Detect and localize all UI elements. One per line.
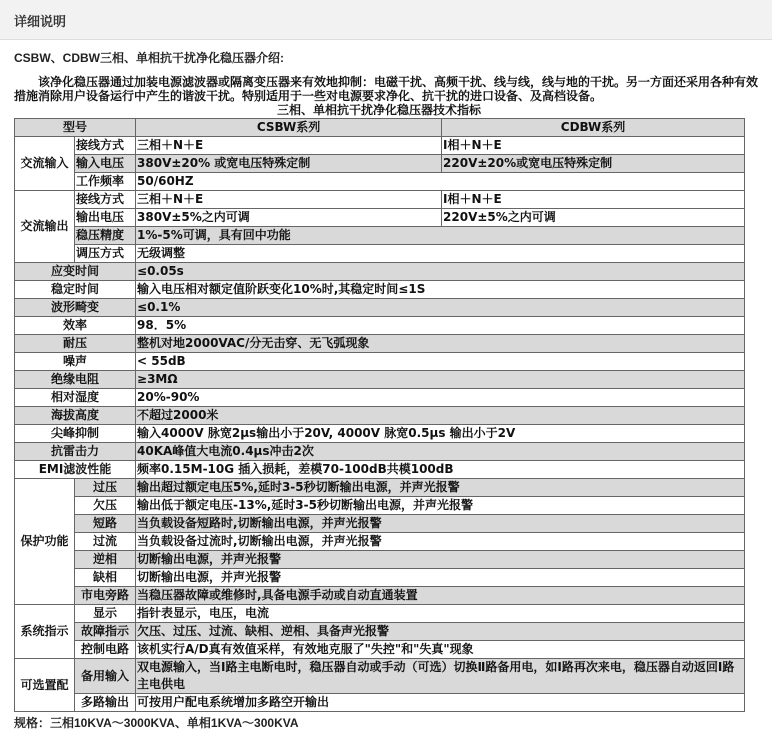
row-label: 接线方式 xyxy=(75,137,136,155)
row-value: 98．5% xyxy=(136,317,745,335)
row-value: 当负载设备短路时,切断输出电源，并声光报警 xyxy=(136,515,745,533)
row-value: ≥3MΩ xyxy=(136,371,745,389)
row-label: 市电旁路 xyxy=(75,587,136,605)
row-value: 指针表显示，电压，电流 xyxy=(136,605,745,623)
row-value: 切断输出电源，并声光报警 xyxy=(136,569,745,587)
cell-csbw: 380V±20% 或宽电压特殊定制 xyxy=(136,155,442,173)
table-row xyxy=(15,155,745,173)
row-value: 切断输出电源，并声光报警 xyxy=(136,551,745,569)
table-row xyxy=(15,389,745,407)
row-label: 尖峰抑制 xyxy=(15,425,136,443)
row-label: 短路 xyxy=(75,515,136,533)
table-row xyxy=(15,605,745,623)
row-label: 调压方式 xyxy=(75,245,136,263)
table-row xyxy=(15,263,745,281)
row-label: 耐压 xyxy=(15,335,136,353)
table-header-row xyxy=(15,119,745,137)
table-row xyxy=(15,461,745,479)
spec-range-footer: 规格：三相10KVA～3000KVA、单相1KVA～300KVA xyxy=(14,716,299,730)
row-label: 过压 xyxy=(75,479,136,497)
cell-csbw: 三相＋N＋E xyxy=(136,137,442,155)
col-model: 型号 xyxy=(15,119,136,137)
row-value: 当稳压器故障或维修时,具备电源手动或自动直通装置 xyxy=(136,587,745,605)
table-title: 三相、单相抗干扰净化稳压器技术指标 xyxy=(276,103,481,117)
table-row xyxy=(15,425,745,443)
table-row xyxy=(15,335,745,353)
table-row xyxy=(15,173,745,191)
row-value: 不超过2000米 xyxy=(136,407,745,425)
row-value: 40KA峰值大电流0.4μs冲击2次 xyxy=(136,443,745,461)
table-row xyxy=(15,317,745,335)
row-value: ≤0.05s xyxy=(136,263,745,281)
table-row xyxy=(15,551,745,569)
row-value: 输入4000V 脉宽2μs输出小于20V, 4000V 脉宽0.5μs 输出小于2V xyxy=(136,425,745,443)
row-value: 可按用户配电系统增加多路空开输出 xyxy=(136,694,745,712)
table-row xyxy=(15,299,745,317)
col-cdbw: CDBW系列 xyxy=(442,119,745,137)
row-label: 备用输入 xyxy=(75,659,136,694)
row-label: 效率 xyxy=(15,317,136,335)
table-row xyxy=(15,245,745,263)
section-header xyxy=(0,0,772,40)
row-value: 双电源输入，当Ⅰ路主电断电时，稳压器自动或手动（可选）切换Ⅱ路备用电，如Ⅰ路再次来电，稳压器自动返回Ⅰ路主电供电 xyxy=(136,659,745,694)
group-ac-output: 交流输出 xyxy=(15,191,75,263)
spec-table xyxy=(14,118,745,712)
intro-paragraph: 该净化稳压器通过加装电源滤波器或隔离变压器来有效地抑制：电磁干扰、高频干扰、线与线，线与地的干扰。另一方面还采用各种有效措施消除用户设备运行中产生的谐波干扰。特别适用于一些对电源要求净化、抗干扰的进口设备、及高档设备。 xyxy=(14,75,759,103)
cell-csbw: 380V±5%之内可调 xyxy=(136,209,442,227)
table-row xyxy=(15,533,745,551)
table-row xyxy=(15,623,745,641)
table-row xyxy=(15,407,745,425)
table-row xyxy=(15,587,745,605)
cell-cdbw: 220V±20%或宽电压特殊定制 xyxy=(442,155,745,173)
row-label: 欠压 xyxy=(75,497,136,515)
row-value: 50/60HZ xyxy=(136,173,745,191)
row-label: 稳定时间 xyxy=(15,281,136,299)
cell-cdbw: I相＋N＋E xyxy=(442,191,745,209)
row-value: 整机对地2000VAC/分无击穿、无飞弧现象 xyxy=(136,335,745,353)
group-optional: 可选置配 xyxy=(15,659,75,712)
table-row xyxy=(15,191,745,209)
row-label: 工作频率 xyxy=(75,173,136,191)
row-label: 输入电压 xyxy=(75,155,136,173)
row-label: 控制电路 xyxy=(75,641,136,659)
intro-title: CSBW、CDBW三相、单相抗干扰净化稳压器介绍: xyxy=(14,51,284,65)
row-value: 欠压、过压、过流、缺相、逆相、具备声光报警 xyxy=(136,623,745,641)
table-row xyxy=(15,515,745,533)
cell-cdbw: 220V±5%之内可调 xyxy=(442,209,745,227)
row-label: 抗雷击力 xyxy=(15,443,136,461)
row-value: 输出超过额定电压5%,延时3-5秒切断输出电源，并声光报警 xyxy=(136,479,745,497)
row-value: 该机实行A/D真有效值采样，有效地克服了"失控"和"失真"现象 xyxy=(136,641,745,659)
table-row xyxy=(15,443,745,461)
row-value: 1%-5%可调，具有回中功能 xyxy=(136,227,745,245)
row-label: 噪声 xyxy=(15,353,136,371)
table-row xyxy=(15,227,745,245)
row-value: 输入电压相对额定值阶跃变化10%时,其稳定时间≤1S xyxy=(136,281,745,299)
row-value: 无级调整 xyxy=(136,245,745,263)
row-label: 输出电压 xyxy=(75,209,136,227)
table-row xyxy=(15,641,745,659)
group-system: 系统指示 xyxy=(15,605,75,659)
section-title: 详细说明 xyxy=(14,14,67,29)
row-label: 接线方式 xyxy=(75,191,136,209)
cell-csbw: 三相＋N＋E xyxy=(136,191,442,209)
table-row xyxy=(15,281,745,299)
row-label: 过流 xyxy=(75,533,136,551)
row-label: 相对湿度 xyxy=(15,389,136,407)
row-value: 输出低于额定电压-13%,延时3-5秒切断输出电源，并声光报警 xyxy=(136,497,745,515)
row-label: 应变时间 xyxy=(15,263,136,281)
row-label: 逆相 xyxy=(75,551,136,569)
row-label: 缺相 xyxy=(75,569,136,587)
table-row xyxy=(15,209,745,227)
row-label: 多路输出 xyxy=(75,694,136,712)
table-row xyxy=(15,569,745,587)
row-label: 故障指示 xyxy=(75,623,136,641)
table-row xyxy=(15,371,745,389)
group-protection: 保护功能 xyxy=(15,479,75,605)
row-value: 当负载设备过流时,切断输出电源，并声光报警 xyxy=(136,533,745,551)
row-label: 绝缘电阻 xyxy=(15,371,136,389)
table-row xyxy=(15,137,745,155)
row-value: < 55dB xyxy=(136,353,745,371)
row-label: 稳压精度 xyxy=(75,227,136,245)
cell-cdbw: I相＋N＋E xyxy=(442,137,745,155)
col-csbw: CSBW系列 xyxy=(136,119,442,137)
table-row xyxy=(15,659,745,694)
row-value: ≤0.1% xyxy=(136,299,745,317)
table-row xyxy=(15,497,745,515)
group-ac-input: 交流输入 xyxy=(15,137,75,191)
row-value: 频率0.15M-10G 插入损耗，差模70-100dB共模100dB xyxy=(136,461,745,479)
table-row xyxy=(15,353,745,371)
table-row xyxy=(15,479,745,497)
row-label: 波形畸变 xyxy=(15,299,136,317)
row-label: EMI滤波性能 xyxy=(15,461,136,479)
table-row xyxy=(15,694,745,712)
row-label: 显示 xyxy=(75,605,136,623)
row-value: 20%-90% xyxy=(136,389,745,407)
row-label: 海拔高度 xyxy=(15,407,136,425)
